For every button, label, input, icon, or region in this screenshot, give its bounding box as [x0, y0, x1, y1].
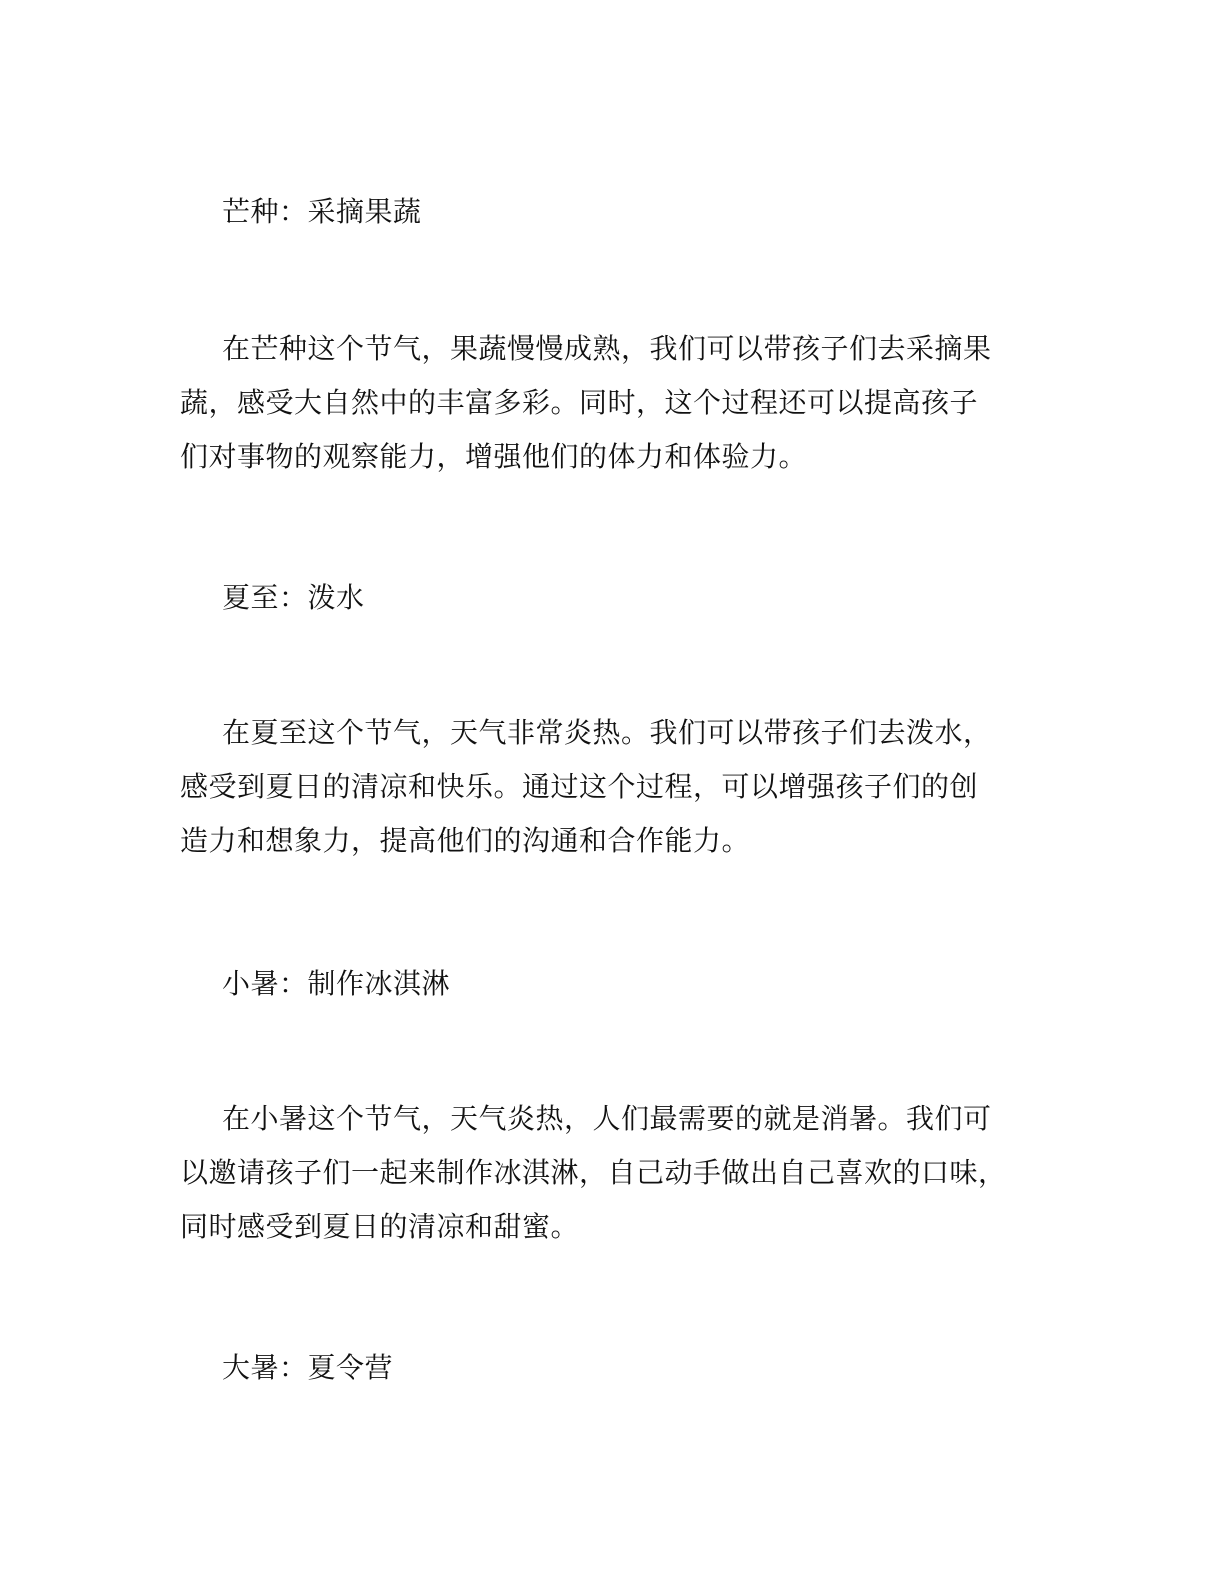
section-heading-xiaoshu: 小暑：制作冰淇淋	[222, 967, 451, 1000]
paragraph-line: 在小暑这个节气，天气炎热，人们最需要的就是消暑。我们可	[222, 1102, 992, 1135]
paragraph-line: 同时感受到夏日的清凉和甜蜜。	[180, 1210, 580, 1243]
section-paragraph-xiaoshu	[180, 1092, 1060, 1254]
section-paragraph-xiazhi	[180, 706, 1060, 868]
section-heading-dashu: 大暑：夏令营	[222, 1351, 394, 1384]
section-paragraph-mangzhong	[180, 322, 1060, 484]
paragraph-line: 在夏至这个节气，天气非常炎热。我们可以带孩子们去泼水，	[222, 716, 992, 749]
paragraph-line: 们对事物的观察能力，增强他们的体力和体验力。	[180, 440, 808, 473]
paragraph-line: 感受到夏日的清凉和快乐。通过这个过程，可以增强孩子们的创	[180, 770, 979, 803]
paragraph-line: 蔬，感受大自然中的丰富多彩。同时，这个过程还可以提高孩子	[180, 386, 979, 419]
section-heading-mangzhong: 芒种：采摘果蔬	[222, 195, 422, 228]
paragraph-line: 造力和想象力，提高他们的沟通和合作能力。	[180, 824, 751, 857]
paragraph-line: 在芒种这个节气，果蔬慢慢成熟，我们可以带孩子们去采摘果	[222, 332, 992, 365]
section-heading-xiazhi: 夏至：泼水	[222, 581, 365, 614]
paragraph-line: 以邀请孩子们一起来制作冰淇淋，自己动手做出自己喜欢的口味，	[180, 1156, 1007, 1189]
